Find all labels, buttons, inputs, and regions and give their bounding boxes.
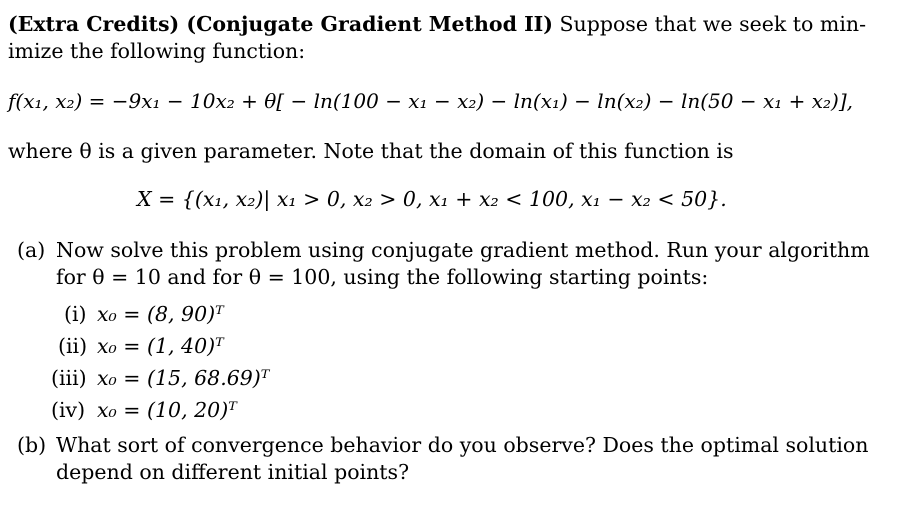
start-point-iii-label: (iii)	[51, 366, 87, 390]
start-point-ii-label: (ii)	[58, 334, 88, 358]
start-point-iv-value: x₀ = (10, 20)ᵀ	[97, 398, 237, 422]
start-point-i-value: x₀ = (8, 90)ᵀ	[97, 302, 224, 326]
intro-text: Suppose that we seek to min-	[552, 12, 867, 36]
part-a-line-2: for θ = 10 and for θ = 100, using the following starting points:	[56, 265, 709, 289]
part-b-line-2: depend on different initial points?	[56, 460, 410, 484]
intro-line-2: imize the following function:	[8, 39, 306, 63]
start-point-iii-value: x₀ = (15, 68.69)ᵀ	[97, 366, 270, 390]
part-b-label: (b)	[17, 433, 47, 457]
problem-heading: (Extra Credits) (Conjugate Gradient Method II)	[8, 12, 553, 36]
domain-set: X = {(x₁, x₂)| x₁ > 0, x₂ > 0, x₁ + x₂ < 100, x₁ − x₂ < 50}.	[137, 187, 727, 211]
domain-intro: where θ is a given parameter. Note that the domain of this function is	[8, 139, 734, 163]
start-point-i-label: (i)	[64, 302, 87, 326]
part-a-label: (a)	[17, 238, 46, 262]
function-formula: f(x₁, x₂) = −9x₁ − 10x₂ + θ[ − ln(100 − x₁ − x₂) − ln(x₁) − ln(x₂) − ln(50 − x₁ + x₂)],	[8, 89, 853, 113]
intro-line-1	[8, 14, 866, 35]
part-a-line-1: Now solve this problem using conjugate gradient method. Run your algorithm	[56, 238, 870, 262]
start-point-ii-value: x₀ = (1, 40)ᵀ	[97, 334, 224, 358]
part-b-line-1: What sort of convergence behavior do you observe? Does the optimal solution	[56, 433, 869, 457]
start-point-iv-label: (iv)	[51, 398, 86, 422]
